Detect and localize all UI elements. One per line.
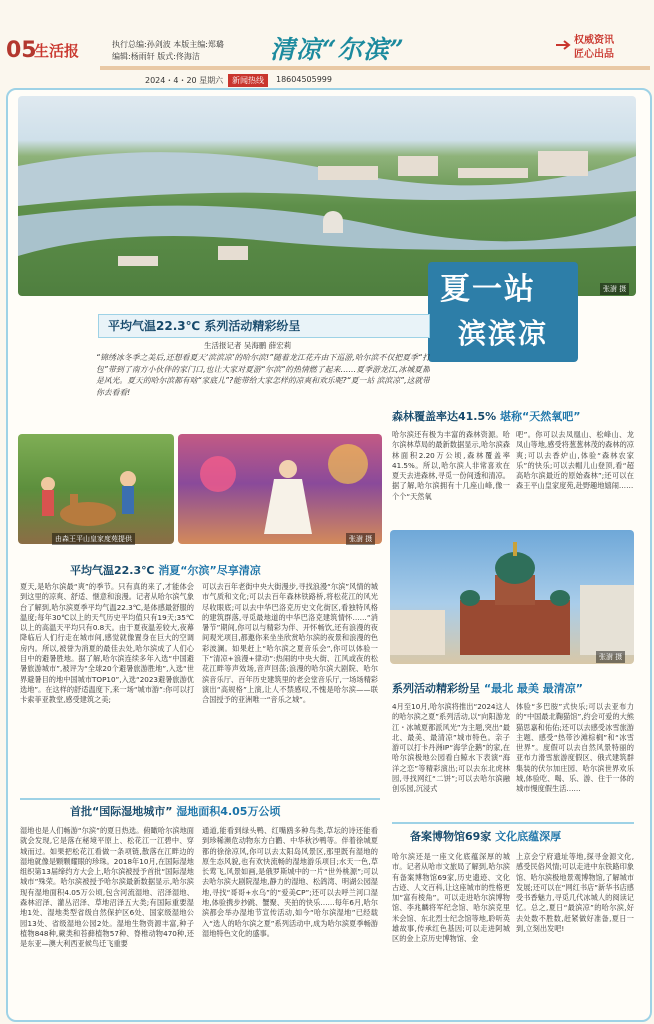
article2-headline bbox=[70, 803, 280, 819]
deer-park-photo bbox=[18, 434, 174, 544]
deer-scene bbox=[18, 434, 174, 544]
article2-col1: 湿地也是人们畅游“尔滨”的夏日热选。俯瞰哈尔滨地面就会发现,它是落在秘境平原上、松花江一江碧中、穿城而过。如果把松花江看做一条项链,散落在江畔边的湿地就像是颗颗耀眼的珍珠。2018年10月,在国际湿地组织第13届缔约方大会上,哈尔滨被授予首批“国际湿地城市”殊荣。哈尔滨被授予哈尔滨最新数据显示,哈尔滨现有湿地面积4.05万公顷,包含河流湿地、沼泽湿地、森林沼泽、灌丛沼泽、草地沼泽五大类;有国际重要湿地1处、湿地类型省级自然保护区6处、国家级湿地公园13处、省级湿地公园2处。湿地生物资源丰富,种子植物848种,蕨类和苔藓植物57种、脊椎动物470种,还是东亚—澳大利西亚候鸟迁飞重要 bbox=[20, 826, 194, 949]
article1-headline-left: 平均气温22.3℃ bbox=[70, 564, 155, 577]
article5-col1: 哈尔滨还是一座文化底蕴深厚的城市。记者从哈市文旅局了解到,哈尔滨有备案博物馆69家,历史遗迹、文化古迹、人文百科,让这座城市的性格更加“富有棱角”。可以走进哈尔滨博物馆、李兆麟将军纪念馆、哈尔滨克里米会馆、东北烈士纪念馆等地,聆听英雄故事,传承红色基因;可以走进阿城区的金上京历史博物馆、金 bbox=[392, 852, 510, 944]
newspaper-name: 生活报 bbox=[34, 42, 80, 60]
editor-credits-line2: 编辑:杨雨轩 版式:佟海洁 bbox=[112, 52, 200, 61]
section-title: 清凉“尔滨” bbox=[270, 35, 405, 64]
article4-headline bbox=[392, 680, 583, 696]
article2-col2: 通道,能看到绿头鸭、红嘴鸥多种鸟类,草坛的诗还能看到珍稀濒危动物东方白鹳、中华秋沙鸭等。伴着徐城夏都的徐徐凉风,你可以去太阳岛风景区,那里既有湿地的原生态风貌,也有欢快流畅的湿地游乐项目;水天一色,草长莺飞,风景如画,是俄罗斯城中的一片“世外桃源”;可以去哈尔滨大剧院湿地,静力的湿地、松鸽湾、明湖公园湿地,寻找“哥哥+水乌”的“爱美CP”;还可以去呼兰河口湿地,体验携步抄跳、蟹聚、夹拍的快乐……每年6月,哈尔滨都会举办湿地节宣传活动,如今“哈尔滨湿地”已经载入“选人的哈尔滨之夏”系列活动中,成为哈尔滨夏季畅游湿地特色文化的盛事。 bbox=[202, 826, 378, 938]
hero-badge-line2: 滨滨凉 bbox=[458, 317, 549, 350]
section-tagline bbox=[574, 34, 614, 62]
article2-divider bbox=[20, 798, 380, 800]
st-sophia-cathedral-photo bbox=[390, 530, 634, 664]
header-divider bbox=[100, 66, 650, 70]
article3-col2: 吧”。你可以去凤凰山、松峰山、龙凤山等地,感受将葱葱林茂的森林的凉爽;可以去香炉山,体验“森林农家乐”的快乐;可以去帽儿山登顶,看“超高哈尔滨最近的原始森林”;还可以在森王平山皇家度苑,赴野趣地嬉闹…… bbox=[516, 430, 634, 491]
article3-headline bbox=[392, 408, 580, 424]
hotline-number: 18604505999 bbox=[276, 75, 332, 84]
page-number: 05 bbox=[6, 38, 37, 63]
article1-col1: 夏天,是哈尔滨最“爽”的季节。只有真的来了,才能体会到这里的凉爽、舒适、惬意和浪漫。记者从哈尔滨气象台了解到,哈尔滨夏季平均气温22.3℃,是体感最舒服的温度;每年30℃以上的天气历史平均值只有19天;35℃以上的高温天平均只有0.8天。由于夏夜温差较大,夜幕降临后人们行走在城市间,感觉就像置身在巨大的空调房内。所以,被誉为消夏的最佳去处,哈尔滨成了人们心目中的避暑胜地。据了解,哈尔滨连续多年入选“中国避暑旅游城市”,被评为“全球20个避暑旅游胜地”,入选“世界避暑目的地中国城市TOP10”,入选“2023避暑旅游优选地”。在这样的舒适温度下,来一场“城市游”:你可以打卡索菲亚教堂,感受建筑之美; bbox=[20, 582, 194, 705]
tagline-line2: 匠心出品 bbox=[574, 49, 614, 60]
article4-col1: 4月至10月,哈尔滨将推出“2024这人的哈尔滨之夏”系列活动,以“向阳游龙江・冰城夏都派风光”为主题,突出“最北、最美、最清凉”城市特色。亲子游可以打卡丹洲IP“海学企鹅”的家,在哈尔滨极地公园看白鲸水下表演“海洋之恋”等精彩演出;可以去东北虎林园,寻找网红“二饼”;可以去哈尔滨融创乐园,沉浸式 bbox=[392, 702, 510, 794]
cathedral-scene bbox=[390, 530, 634, 664]
article4-headline-left: 系列活动精彩纷呈 bbox=[392, 682, 480, 695]
article1-col2: 可以去百年老街中央大街漫步,寻找浪漫“尔滨”风情的城市气质和文化;可以去百年森林铁路桥,将松花江的风光尽收眼底;可以去中华巴洛克历史文化街区,看独特风格的建筑群落,寻觅最地道的中华巴洛克建筑情怀……“消暑节”期间,你可以与精彩为伴、开怀畅饮,还有浪漫的夜间观光项目,都邀你来坐坐欣赏哈尔滨的夜景和浪漫的色彩波澜。如果赶上“哈尔滨之夏音乐会”,你可以体验一下“清凉+浪漫+律动”:热闹的中央大街、江风或夜的松花江畔等声效场,音声回荡;浪漫的哈尔滨大剧院、哈尔滨音乐厅、百年历史建筑里的老会堂音乐厅,一场场精彩演出“高规格”上演,让人不禁感叹,不愧是哈尔滨——联合国授予的亚洲唯一“音乐之城”。 bbox=[202, 582, 378, 705]
article4-headline-right: “最北 最美 最清凉” bbox=[483, 682, 583, 695]
article4-col2: 体验“多巴胺”式快乐;可以去亚布力的“中国最北鞠猫馆”,约会可爱的大熊猫思嘉和佑佑;还可以去感受冰雪旅游主题、感受“热带沙滩棕榈”和“冰雪世界”。度假可以去自然风景特丽的亚布力滑雪旅游度假区、俄式建筑群集装的伏尔加庄园、哈尔滨世界欢乐城,体验吃、喝、乐、游、住于一体的城市慢度假生活…… bbox=[516, 702, 634, 794]
article2-headline-right: 湿地面积4.05万公顷 bbox=[176, 805, 281, 818]
tagline-line1: 权威资讯 bbox=[574, 35, 614, 46]
article1-headline bbox=[70, 562, 261, 578]
parade-photo-credit: 张澍 摄 bbox=[346, 533, 375, 545]
article2-headline-left: 首批“国际湿地城市” bbox=[70, 805, 173, 818]
hero-badge-line1: 夏一站 bbox=[440, 272, 536, 307]
festival-parade-photo bbox=[178, 434, 382, 544]
article5-divider bbox=[392, 822, 634, 824]
issue-date: 2024・4・20 星期六 bbox=[145, 76, 224, 85]
editor-credits-line1: 执行总编:孙剑波 本版主编:郑璐 bbox=[112, 40, 224, 49]
article5-col2: 上京会宁府遗址等地,探寻金源文化,感受民俗风情;可以走进中东铁路印象馆、哈尔滨极地景观博物馆,了解城市发展;还可以在“网红书店”新华书店感受书香魅力,寻觅几代冰城人的阅读记忆。总之,夏日“最滨凉”的哈尔滨,好去处数不胜数,赶紧做好准备,夏日一到,立刻出发吧! bbox=[516, 852, 634, 934]
article5-headline bbox=[410, 828, 561, 844]
article5-headline-right: 文化底蕴深厚 bbox=[495, 830, 562, 843]
article1-headline-right: 消夏“尔滨”尽享清凉 bbox=[158, 564, 261, 577]
hero-photo-credit: 张澍 摄 bbox=[600, 283, 629, 295]
hero-byline: 生活报记者 吴海鹏 薛宏莉 bbox=[204, 341, 292, 350]
parade-scene bbox=[178, 434, 382, 544]
article3-headline-left: 森林覆盖率达41.5% bbox=[392, 410, 497, 423]
deer-photo-caption: 由森王平山皇家度苑提供 bbox=[52, 533, 135, 545]
article3-headline-right: 堪称“天然氧吧” bbox=[500, 410, 581, 423]
hero-intro: “锦绣冰冬季之美后,还想看夏天‘滨滨凉’的哈尔滨!”随着龙江花卉由下巡游,哈尔滨不仅把夏季“打包”带到了南方小伙伴的家门口,也让大家对夏游“尔滨”的热情燃了起来……夏季游龙江,冰城夏都是风光。夏天的哈尔滨都有啥“家底儿”?能带给大家怎样的凉爽和欢乐呢?“夏一站 滨滨凉”,这就带你去看看! bbox=[96, 353, 430, 397]
hotline-label: 新闻热线 bbox=[228, 74, 268, 87]
cathedral-photo-credit: 张澍 摄 bbox=[596, 651, 625, 663]
article3-col1: 哈尔滨还有极为丰富的森林资源。哈尔滨林草局的最新数据显示,哈尔滨森林面积2.20万公顷,森林覆盖率41.5%。所以,哈尔滨人非常喜欢在夏天去进森林,寻觅一份间透和清凉。据了解,哈尔滨拥有十几座山峰,像一个个“天然氧 bbox=[392, 430, 510, 501]
arrow-icon bbox=[556, 40, 572, 50]
editor-credits bbox=[112, 39, 224, 63]
article5-headline-left: 备案博物馆69家 bbox=[410, 830, 492, 843]
hero-subtitle: 平均气温22.3℃ 系列活动精彩纷呈 bbox=[108, 319, 301, 333]
